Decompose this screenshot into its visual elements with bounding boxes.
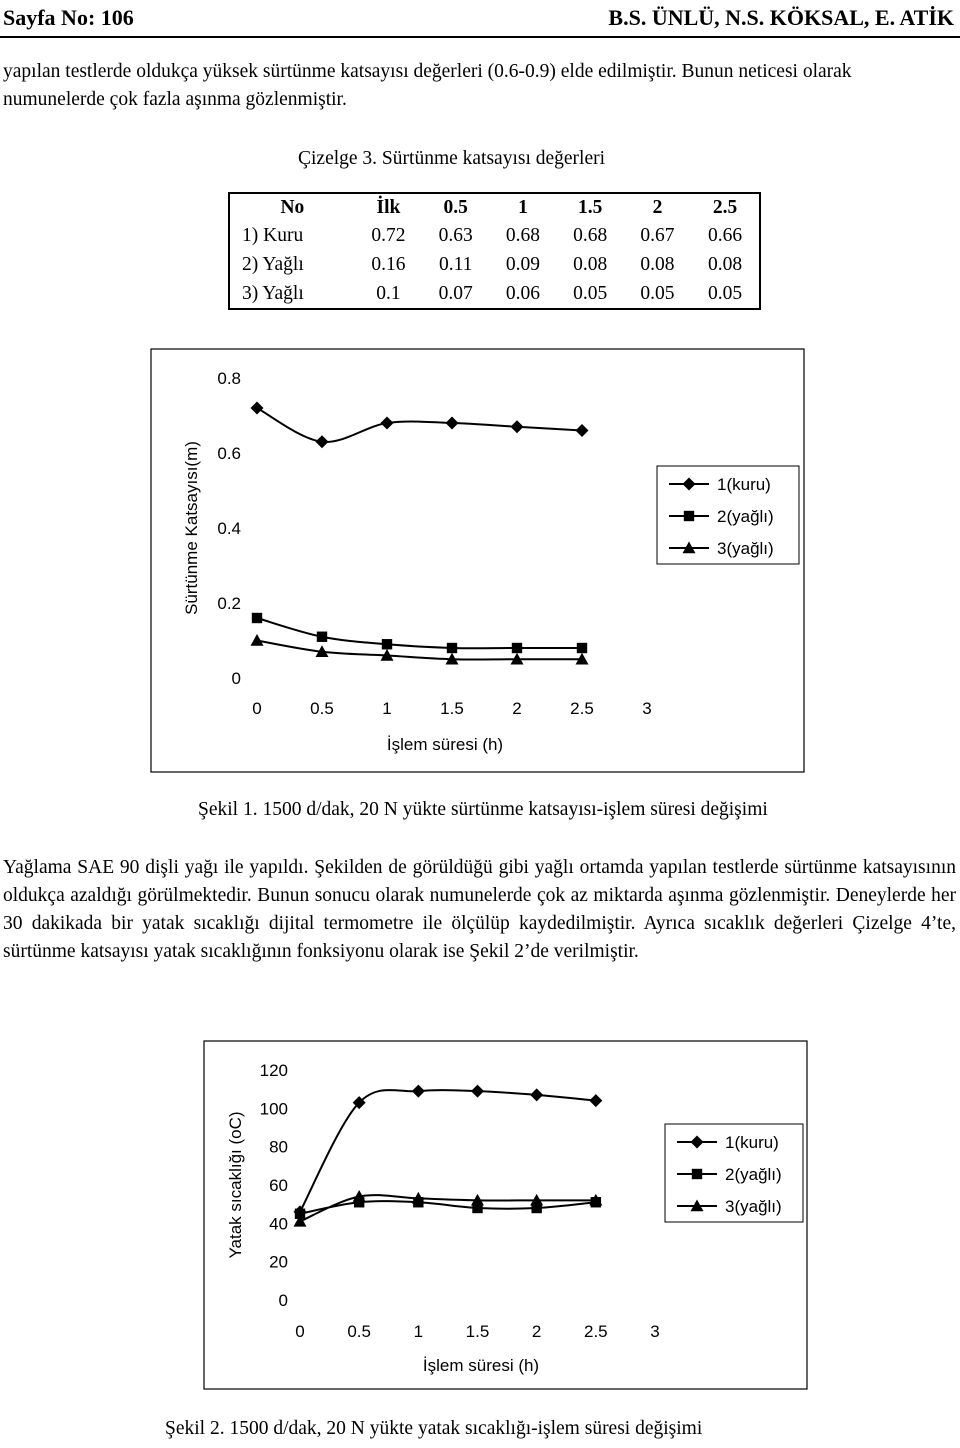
page-number: Sayfa No: 106 bbox=[3, 5, 134, 30]
y-tick-label: 0.6 bbox=[217, 444, 241, 463]
x-tick-label: 2 bbox=[531, 1322, 542, 1341]
table-cell: 1) Kuru bbox=[242, 225, 304, 247]
y-tick-label: 100 bbox=[259, 1099, 288, 1119]
legend-marker bbox=[692, 1169, 702, 1179]
table-row bbox=[229, 222, 760, 251]
table-header-cell: İlk bbox=[376, 197, 401, 218]
legend-label: 2(yağlı) bbox=[717, 507, 774, 526]
figure1-caption: Şekil 1. 1500 d/dak, 20 N yükte sürtünme katsayısı-işlem süresi değişimi bbox=[198, 799, 768, 820]
table-header-cell: 2 bbox=[652, 197, 663, 218]
friction-chart bbox=[150, 348, 805, 773]
table-header-cell: 1.5 bbox=[578, 197, 603, 218]
table-header-cell: No bbox=[280, 197, 305, 218]
x-tick-label: 0 bbox=[252, 699, 262, 718]
table-cell: 0.1 bbox=[376, 282, 401, 304]
friction-chart-svg bbox=[150, 348, 805, 773]
x-tick-label: 2 bbox=[512, 699, 522, 718]
x-tick-label: 1.5 bbox=[440, 699, 464, 718]
table-cell: 0.68 bbox=[573, 225, 608, 247]
data-point bbox=[382, 639, 392, 649]
y-tick-label: 0.4 bbox=[217, 519, 241, 538]
x-tick-label: 1 bbox=[382, 699, 392, 718]
x-tick-label: 2.5 bbox=[584, 1322, 608, 1341]
data-point bbox=[512, 643, 522, 653]
table-cell: 0.11 bbox=[438, 253, 473, 275]
x-tick-label: 1.5 bbox=[465, 1322, 490, 1341]
table-row bbox=[229, 279, 760, 309]
table-header-cell: 2.5 bbox=[712, 197, 738, 218]
header-rule bbox=[0, 36, 960, 38]
legend-marker bbox=[684, 511, 694, 521]
table-cell: 0.08 bbox=[573, 253, 608, 275]
table-cell: 2) Yağlı bbox=[242, 253, 304, 275]
table-cell: 3) Yağlı bbox=[242, 282, 304, 304]
x-tick-label: 3 bbox=[650, 1322, 660, 1341]
y-tick-label: 120 bbox=[259, 1061, 288, 1080]
table-header-row bbox=[229, 193, 760, 222]
legend-label: 1(kuru) bbox=[717, 475, 771, 494]
legend-label: 1(kuru) bbox=[725, 1133, 779, 1152]
table-cell: 0.06 bbox=[505, 282, 541, 304]
body-paragraph: Yağlama SAE 90 dişli yağı ile yapıldı. Şekilden de görüldüğü gibi yağlı ortamda yapılan testlerde sürtünme katsayısının oldukça azaldığı görülmektedir. Bunun sonucu olarak numunelerde çok az miktarda aşınma gözlenmiştir. Deneylerde her 30 dakikada bir yatak sıcaklığı dijital termometre ile ölçülüp kaydedilmiştir. Ayrıca sıcaklık değerleri Çizelge 4’te, sürtünme katsayısı yatak sıcaklığının fonksiyonu olarak ise Şekil 2’de verilmiştir. bbox=[3, 857, 956, 962]
y-tick-label: 0.2 bbox=[217, 594, 241, 613]
table-cell: 0.08 bbox=[708, 253, 743, 275]
authors: B.S. ÜNLÜ, N.S. KÖKSAL, E. ATİK bbox=[608, 5, 954, 30]
table-cell: 0.07 bbox=[438, 282, 473, 304]
x-tick-label: 1 bbox=[413, 1322, 424, 1341]
data-point bbox=[317, 632, 327, 642]
y-tick-label: 40 bbox=[269, 1214, 288, 1234]
y-tick-label: 0.8 bbox=[217, 369, 241, 388]
y-tick-label: 60 bbox=[269, 1176, 288, 1195]
table-cell: 0.08 bbox=[640, 253, 675, 275]
table-cell: 0.72 bbox=[371, 225, 406, 247]
table-cell: 0.09 bbox=[505, 253, 541, 275]
table-caption: Çizelge 3. Sürtünme katsayısı değerleri bbox=[298, 148, 606, 169]
table-row bbox=[229, 251, 760, 280]
temperature-chart bbox=[203, 1040, 808, 1390]
table-cell: 0.67 bbox=[640, 225, 675, 247]
friction-table bbox=[228, 192, 761, 310]
y-tick-label: 0 bbox=[231, 669, 241, 688]
table-header-cell: 1 bbox=[518, 197, 528, 218]
table-cell: 0.05 bbox=[708, 282, 743, 304]
table-cell: 0.63 bbox=[438, 225, 473, 247]
figure2-caption: Şekil 2. 1500 d/dak, 20 N yükte yatak sıcaklığı-işlem süresi değişimi bbox=[165, 1418, 703, 1439]
y-axis-label: Sürtünme Katsayısı(m) bbox=[182, 441, 201, 615]
x-tick-label: 0.5 bbox=[347, 1322, 371, 1341]
table-header-cell: 0.5 bbox=[443, 197, 468, 218]
intro-paragraph: yapılan testlerde oldukça yüksek sürtünme katsayısı değerleri (0.6-0.9) elde edilmiştir. Bunun neticesi olarak numunelerde çok fazla aşınma gözlenmiştir. bbox=[3, 61, 852, 110]
page-header bbox=[0, 0, 960, 38]
y-tick-label: 80 bbox=[269, 1137, 288, 1157]
x-tick-label: 2.5 bbox=[570, 699, 594, 718]
data-point bbox=[252, 613, 262, 623]
table-cell: 0.16 bbox=[371, 253, 406, 275]
legend-label: 3(yağlı) bbox=[717, 539, 774, 558]
x-axis-label: İşlem süresi (h) bbox=[386, 735, 504, 754]
y-axis-label: Yatak sıcaklığı (oC) bbox=[226, 1111, 245, 1259]
table-cell: 0.66 bbox=[708, 225, 743, 247]
y-tick-label: 0 bbox=[278, 1291, 288, 1310]
data-point bbox=[447, 643, 457, 653]
table-cell: 0.05 bbox=[573, 282, 608, 304]
x-tick-label: 0.5 bbox=[310, 699, 334, 718]
temperature-chart-svg bbox=[203, 1040, 808, 1390]
legend-label: 2(yağlı) bbox=[725, 1165, 782, 1184]
table-cell: 0.05 bbox=[640, 282, 675, 304]
data-point bbox=[577, 643, 587, 653]
table-cell: 0.68 bbox=[505, 225, 541, 247]
legend-label: 3(yağlı) bbox=[725, 1197, 782, 1216]
x-tick-label: 3 bbox=[642, 699, 652, 718]
y-tick-label: 20 bbox=[269, 1252, 288, 1272]
x-axis-label: İşlem süresi (h) bbox=[422, 1356, 540, 1375]
x-tick-label: 0 bbox=[295, 1322, 305, 1341]
